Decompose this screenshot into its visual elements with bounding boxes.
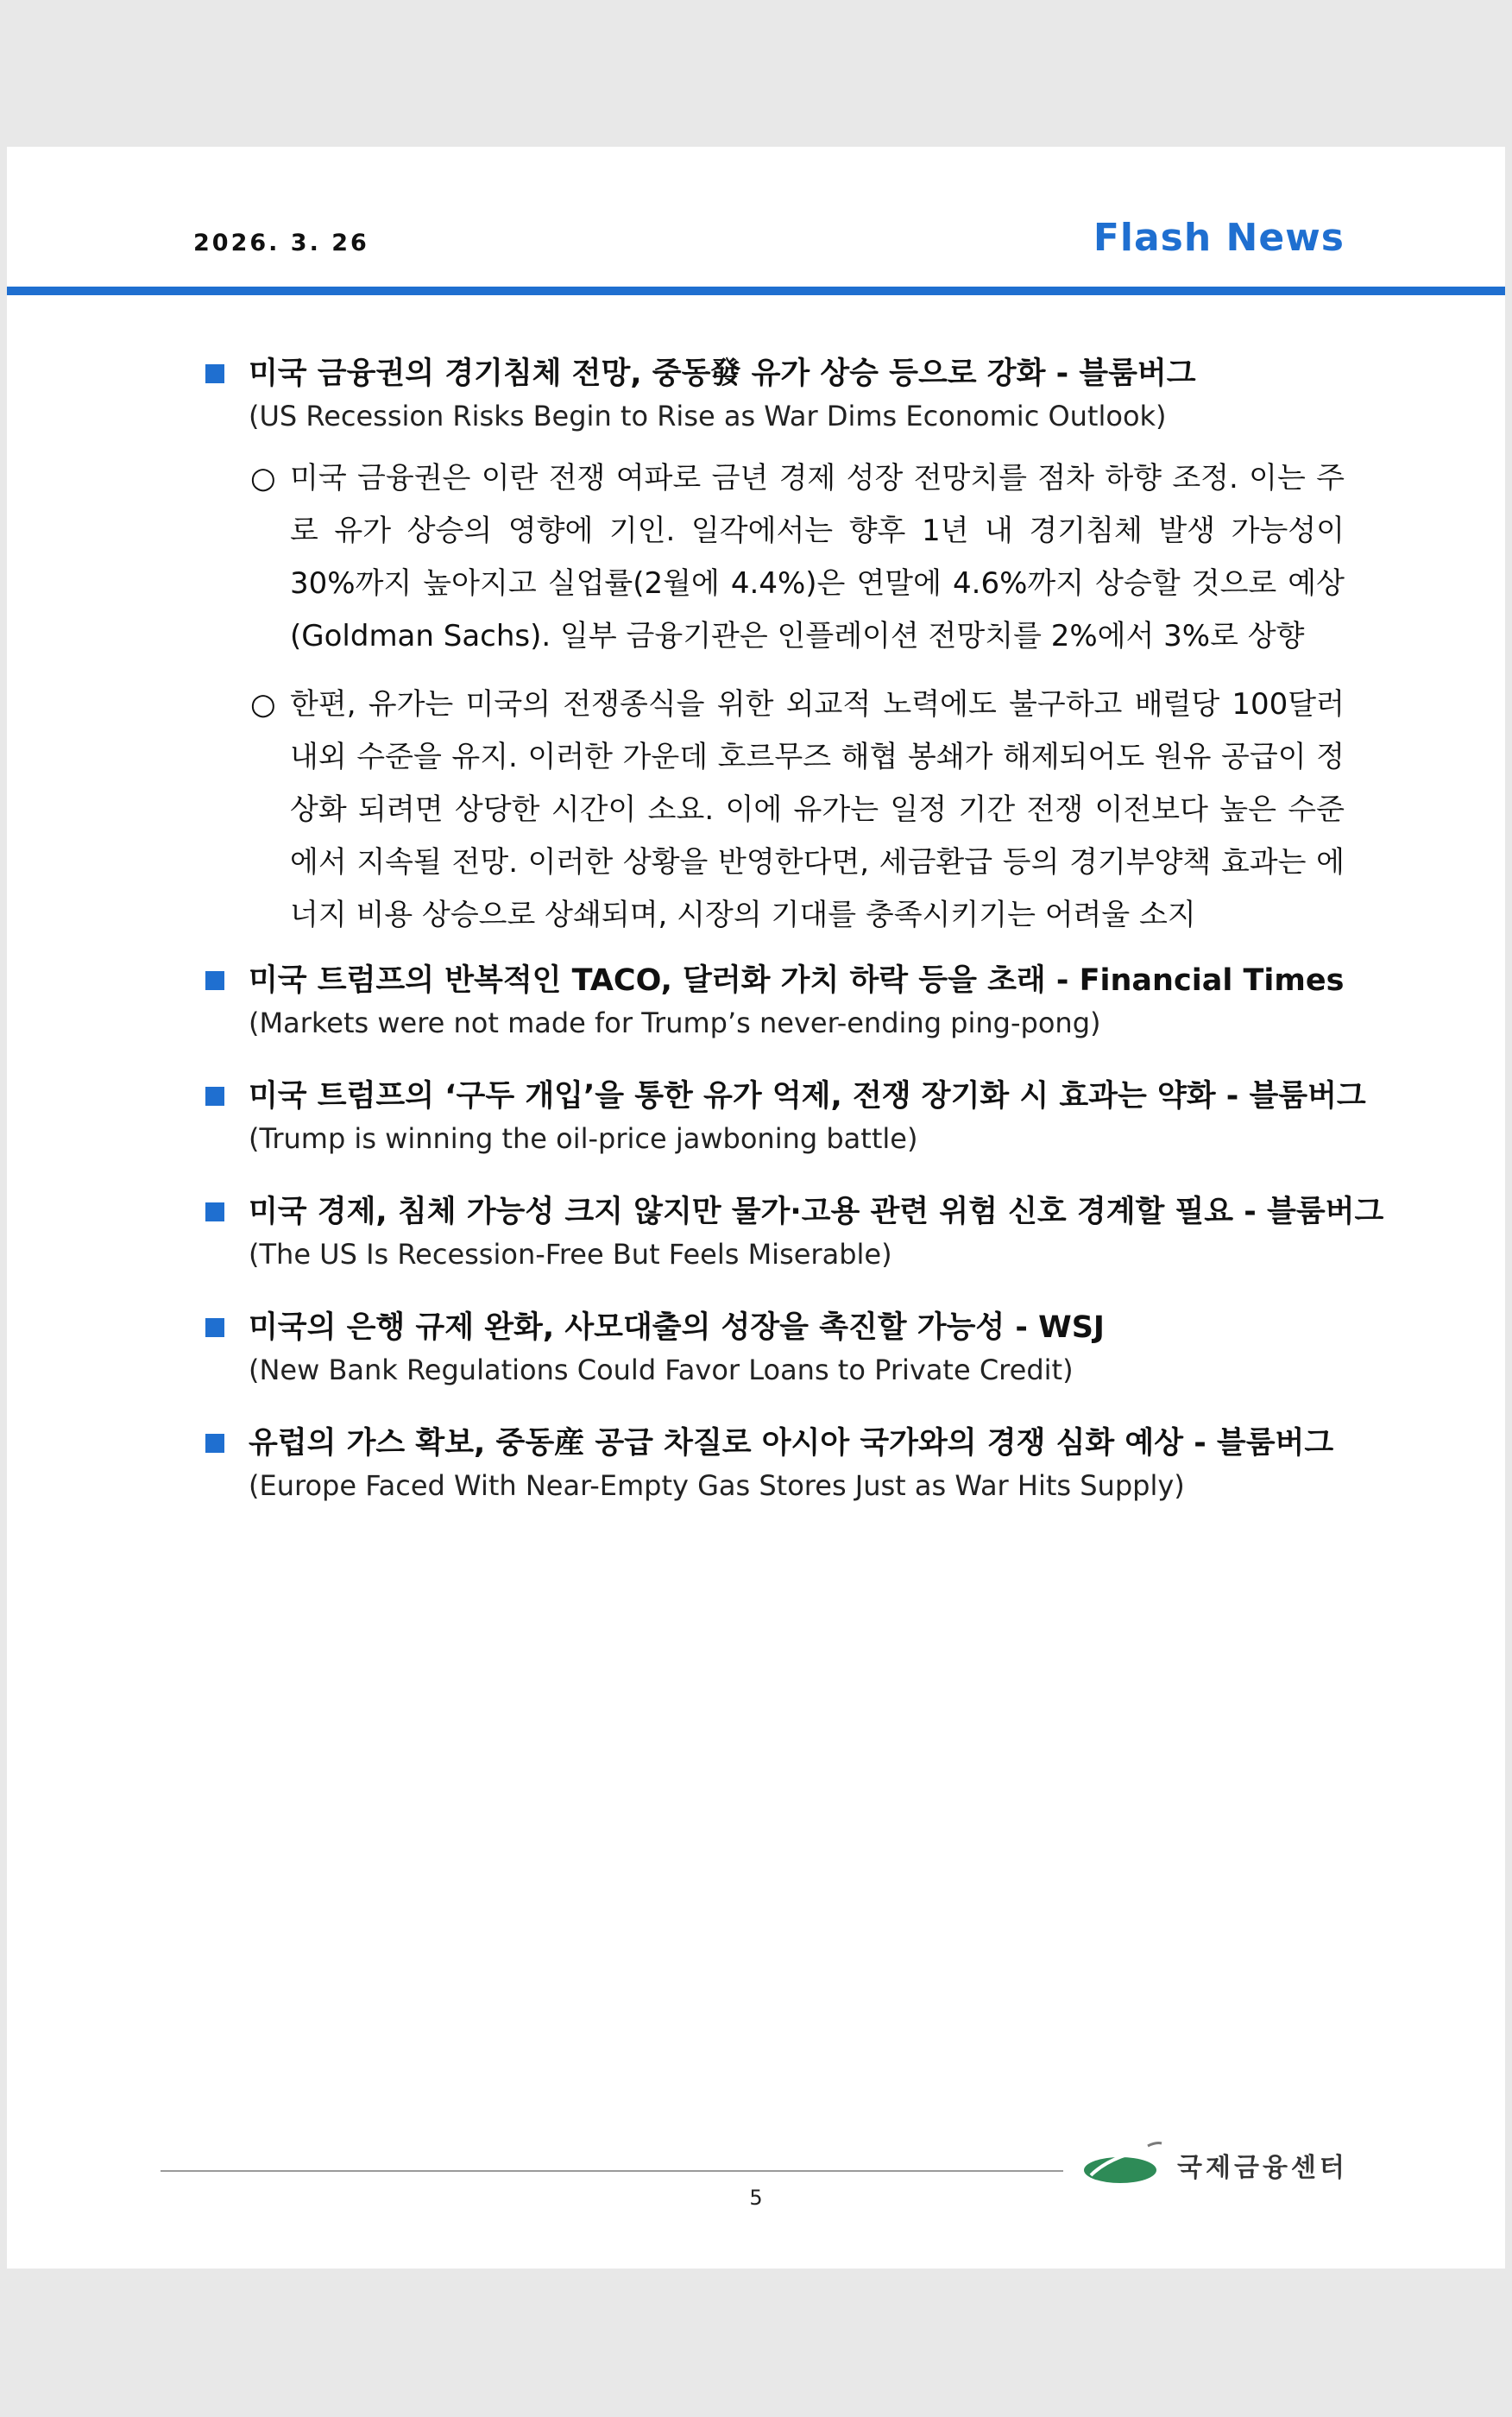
square-bullet-icon — [205, 1318, 224, 1337]
circle-bullet-icon: ○ — [250, 461, 276, 495]
news-item — [205, 1190, 1384, 1275]
news-subtitle: (Markets were not made for Trump’s never-ending ping-pong) — [249, 1007, 1101, 1039]
news-headline — [205, 1190, 1384, 1234]
footer-divider — [161, 2170, 1063, 2172]
headline-text: 미국 금융권의 경기침체 전망, 중동發 유가 상승 등으로 강화 - 블룸버그 — [249, 357, 1196, 391]
news-headline — [205, 1075, 1366, 1118]
circle-bullet-icon: ○ — [250, 687, 276, 722]
body-paragraph — [205, 678, 1345, 942]
document-page — [7, 147, 1505, 2269]
logo-text: 국제금융센터 — [1177, 2153, 1348, 2183]
kcif-logo-icon — [1082, 2141, 1165, 2189]
headline-text: 미국 경제, 침체 가능성 크지 않지만 물가·고용 관련 위험 신호 경계할 필요 - 블룸버그 — [249, 1195, 1384, 1229]
news-subtitle: (New Bank Regulations Could Favor Loans to Private Credit) — [249, 1354, 1074, 1386]
square-bullet-icon — [205, 1434, 224, 1453]
square-bullet-icon — [205, 1202, 224, 1221]
footer-logo — [1082, 2141, 1348, 2189]
news-subtitle: (The US Is Recession-Free But Feels Miserable) — [249, 1238, 892, 1271]
headline-text: 미국 트럼프의 반복적인 TACO, 달러화 가치 하락 등을 초래 - Financial Times — [249, 963, 1345, 998]
paragraph-text: 한편, 유가는 미국의 전쟁종식을 위한 외교적 노력에도 불구하고 배럴당 100달러 내외 수준을 유지. 이러한 가운데 호르무즈 해협 봉쇄가 해제되어도 원유 공급이 정상화 되려면 상당한 시간이 소요. 이에 유가는 일정 기간 전쟁 이전보다 높은 수준에서 지속될 전망. 이러한 상황을 반영한다면, 세금환급 등의 경기부양책 효과는 에너지 비용 상승으로 상쇄되며, 시장의 기대를 충족시키기는 어려울 소지 — [290, 687, 1345, 932]
news-headline — [205, 352, 1345, 395]
headline-text: 유럽의 가스 확보, 중동産 공급 차질로 아시아 국가와의 경쟁 심화 예상 - 블룸버그 — [249, 1426, 1334, 1461]
square-bullet-icon — [205, 364, 224, 383]
square-bullet-icon — [205, 1087, 224, 1106]
headline-text: 미국의 은행 규제 완화, 사모대출의 성장을 촉진할 가능성 - WSJ — [249, 1310, 1105, 1345]
news-item — [205, 1306, 1345, 1391]
square-bullet-icon — [205, 971, 224, 990]
report-title: Flash News — [1093, 216, 1345, 260]
news-item — [205, 352, 1345, 942]
news-item — [205, 1075, 1366, 1159]
news-subtitle: (US Recession Risks Begin to Rise as War Dims Economic Outlook) — [249, 400, 1167, 432]
page-number: 5 — [749, 2186, 763, 2210]
news-headline — [205, 959, 1345, 1002]
news-item — [205, 1422, 1345, 1506]
news-subtitle: (Europe Faced With Near-Empty Gas Stores Just as War Hits Supply) — [249, 1469, 1185, 1502]
news-subtitle: (Trump is winning the oil-price jawboning battle) — [249, 1122, 918, 1155]
news-list — [205, 352, 1384, 1537]
news-headline — [205, 1422, 1345, 1465]
paragraph-text: 미국 금융권은 이란 전쟁 여파로 금년 경제 성장 전망치를 점차 하향 조정. 이는 주로 유가 상승의 영향에 기인. 일각에서는 향후 1년 내 경기침체 발생 가능성이 30%까지 높아지고 실업률(2월에 4.4%)은 연말에 4.6%까지 상승할 것으로 예상(Goldman Sachs). 일부 금융기관은 인플레이션 전망치를 2%에서 3%로 상향 — [290, 461, 1345, 653]
headline-text: 미국 트럼프의 ‘구두 개입’을 통한 유가 억제, 전쟁 장기화 시 효과는 약화 - 블룸버그 — [249, 1079, 1366, 1114]
report-date: 2026. 3. 26 — [193, 230, 369, 256]
body-paragraph — [205, 452, 1345, 663]
news-headline — [205, 1306, 1345, 1349]
news-item — [205, 959, 1345, 1044]
news-body — [205, 452, 1345, 942]
header-divider — [7, 287, 1505, 295]
